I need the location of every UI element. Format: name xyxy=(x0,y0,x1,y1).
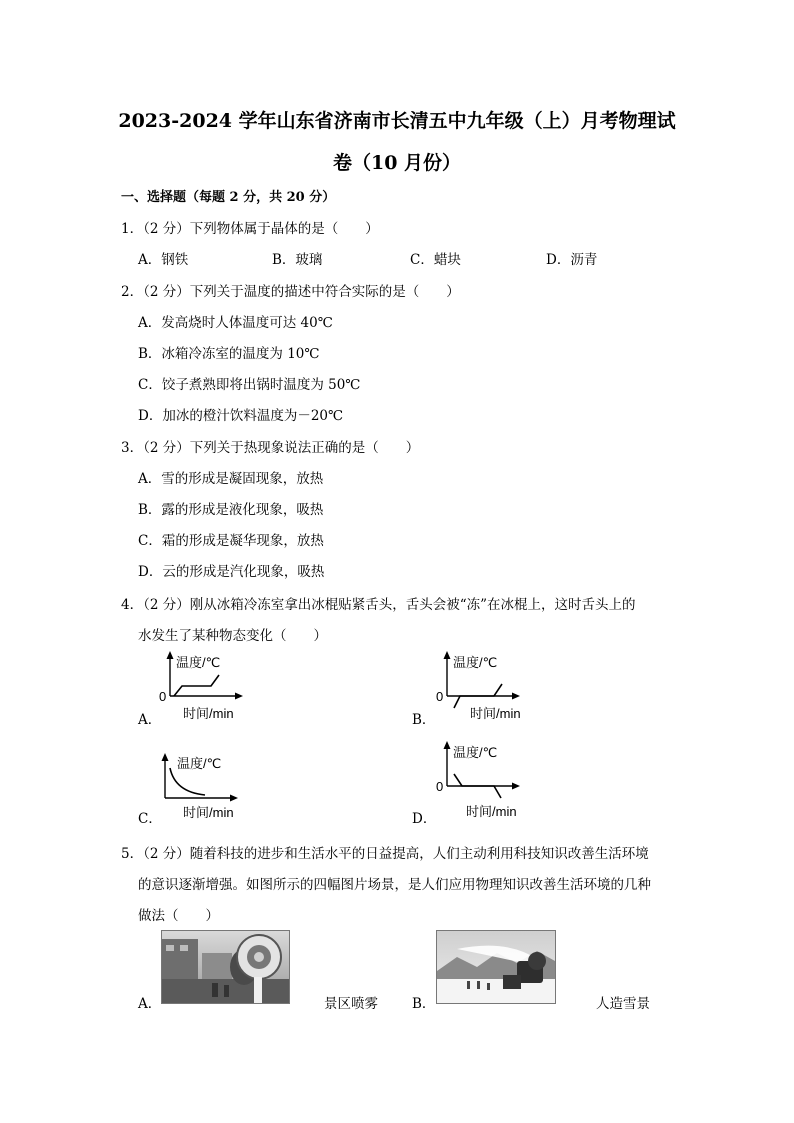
question-5-option-a-letter: A． xyxy=(138,996,162,1012)
question-1-option-d: D．沥青 xyxy=(546,252,598,268)
question-4-graph-d xyxy=(432,740,532,820)
question-2-option-a: A．发高烧时人体温度可达 40℃ xyxy=(138,315,333,331)
graph-c-ylabel: 温度/℃ xyxy=(177,756,222,771)
question-5-option-b-letter: B． xyxy=(412,996,436,1012)
question-5-stem-line-3: 做法（ ） xyxy=(138,908,219,924)
question-1-option-b: B．玻璃 xyxy=(272,252,323,268)
question-4-graph-b xyxy=(432,650,532,726)
question-4-option-c-letter: C． xyxy=(138,811,162,827)
graph-d-ylabel: 温度/℃ xyxy=(453,745,498,760)
question-1-stem: 1．（2 分）下列物体属于晶体的是（ ） xyxy=(121,221,379,237)
question-4-stem-line-1: 4．（2 分）刚从冰箱冷冻室拿出冰棍贴紧舌头，舌头会被“冻”在冰棍上，这时舌头上的 xyxy=(121,597,636,613)
question-3-option-b: B．露的形成是液化现象，吸热 xyxy=(138,502,324,518)
question-5-option-b-caption: 人造雪景 xyxy=(596,996,650,1012)
section-heading: 一、选择题（每题 2 分，共 20 分） xyxy=(121,190,336,205)
question-4-graph-a xyxy=(155,650,255,726)
question-3-option-a: A．雪的形成是凝固现象，放热 xyxy=(138,471,324,487)
question-1-option-a: A．钢铁 xyxy=(138,252,189,268)
question-4-option-d-letter: D． xyxy=(412,811,437,827)
question-4-graph-c xyxy=(155,750,255,826)
graph-a-ylabel: 温度/℃ xyxy=(176,655,221,670)
question-5-option-b-photo xyxy=(436,930,556,1004)
question-2-stem: 2．（2 分）下列关于温度的描述中符合实际的是（ ） xyxy=(121,284,460,300)
question-3-stem: 3．（2 分）下列关于热现象说法正确的是（ ） xyxy=(121,440,420,456)
question-2-option-b: B．冰箱冷冻室的温度为 10℃ xyxy=(138,346,320,362)
question-5-option-a-photo xyxy=(161,930,290,1004)
question-5-stem-line-2: 的意识逐渐增强。如图所示的四幅图片场景，是人们应用物理知识改善生活环境的几种 xyxy=(138,877,651,893)
question-4-option-a-letter: A． xyxy=(138,712,162,728)
graph-d-xlabel: 时间/min xyxy=(466,804,517,819)
question-3-option-c: C．霜的形成是凝华现象，放热 xyxy=(138,533,324,549)
page-title-line-2: 卷（10 月份） xyxy=(332,152,462,174)
graph-d-zero: 0 xyxy=(436,779,444,794)
graph-b-xlabel: 时间/min xyxy=(470,706,521,721)
question-5-stem-line-1: 5．（2 分）随着科技的进步和生活水平的日益提高，人们主动利用科技知识改善生活环境 xyxy=(121,846,649,862)
question-2-option-d: D．加冰的橙汁饮料温度为－20℃ xyxy=(138,408,344,424)
page-title-line-1: 2023-2024 学年山东省济南市长清五中九年级（上）月考物理试 xyxy=(118,110,676,132)
question-5-option-a-caption: 景区喷雾 xyxy=(324,996,378,1012)
graph-a-xlabel: 时间/min xyxy=(183,706,234,721)
graph-b-ylabel: 温度/℃ xyxy=(453,655,498,670)
graph-b-zero: 0 xyxy=(436,689,444,704)
question-2-option-c: C．饺子煮熟即将出锅时温度为 50℃ xyxy=(138,377,361,393)
graph-a-zero: 0 xyxy=(159,689,167,704)
question-4-option-b-letter: B． xyxy=(412,712,436,728)
question-1-option-c: C．蜡块 xyxy=(410,252,461,268)
question-3-option-d: D．云的形成是汽化现象，吸热 xyxy=(138,564,325,580)
question-4-stem-line-2: 水发生了某种物态变化（ ） xyxy=(138,628,327,644)
graph-c-xlabel: 时间/min xyxy=(183,805,234,820)
